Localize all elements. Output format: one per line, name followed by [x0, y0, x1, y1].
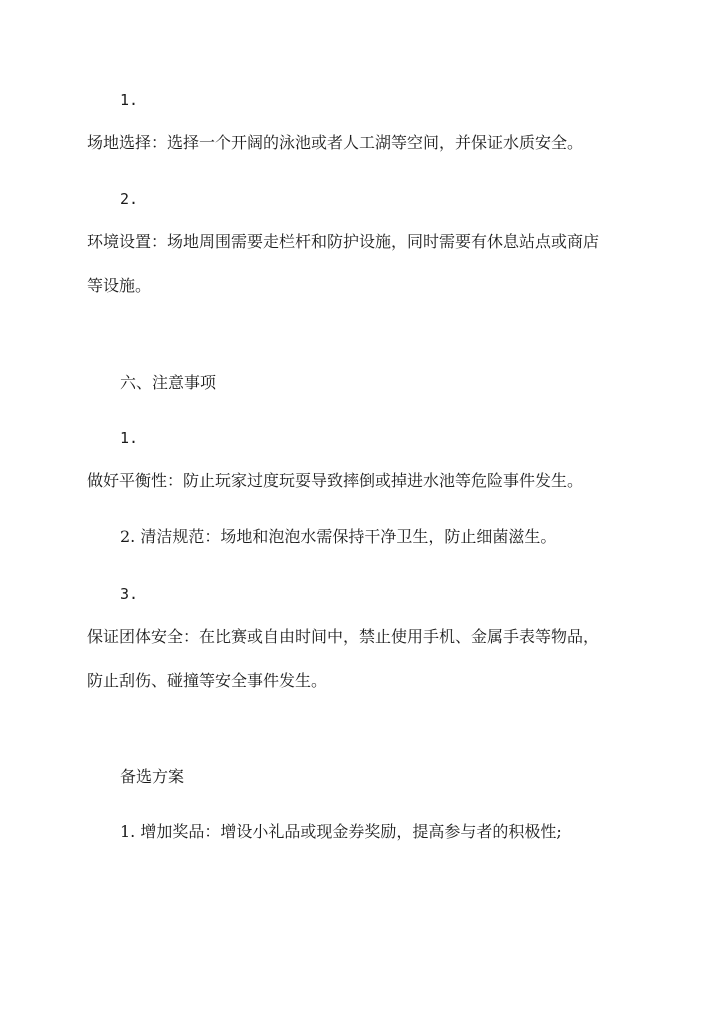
- paragraph-text: 做好平衡性：防止玩家过度玩耍导致摔倒或掉进水池等危险事件发生。: [87, 471, 584, 490]
- paragraph-text: 保证团体安全：在比赛或自由时间中，禁止使用手机、金属手表等物品，: [87, 627, 600, 646]
- list-number: 1.: [120, 91, 139, 109]
- section-heading: 六、注意事项: [120, 373, 217, 392]
- paragraph-text: 环境设置：场地周围需要走栏杆和防护设施，同时需要有休息站点或商店: [87, 232, 600, 251]
- paragraph-text: 防止刮伤、碰撞等安全事件发生。: [87, 671, 328, 690]
- list-number: 1.: [120, 429, 139, 447]
- list-number: 3.: [120, 585, 139, 603]
- paragraph-text: 等设施。: [87, 276, 152, 295]
- list-item: 1. 增加奖品：增设小礼品或现金券奖励，提高参与者的积极性;: [120, 822, 562, 841]
- paragraph-text: 场地选择：选择一个开阔的泳池或者人工湖等空间，并保证水质安全。: [87, 133, 584, 152]
- list-item: 2. 清洁规范：场地和泡泡水需保持干净卫生，防止细菌滋生。: [120, 527, 557, 546]
- list-number: 2.: [120, 190, 139, 208]
- section-heading: 备选方案: [120, 767, 185, 786]
